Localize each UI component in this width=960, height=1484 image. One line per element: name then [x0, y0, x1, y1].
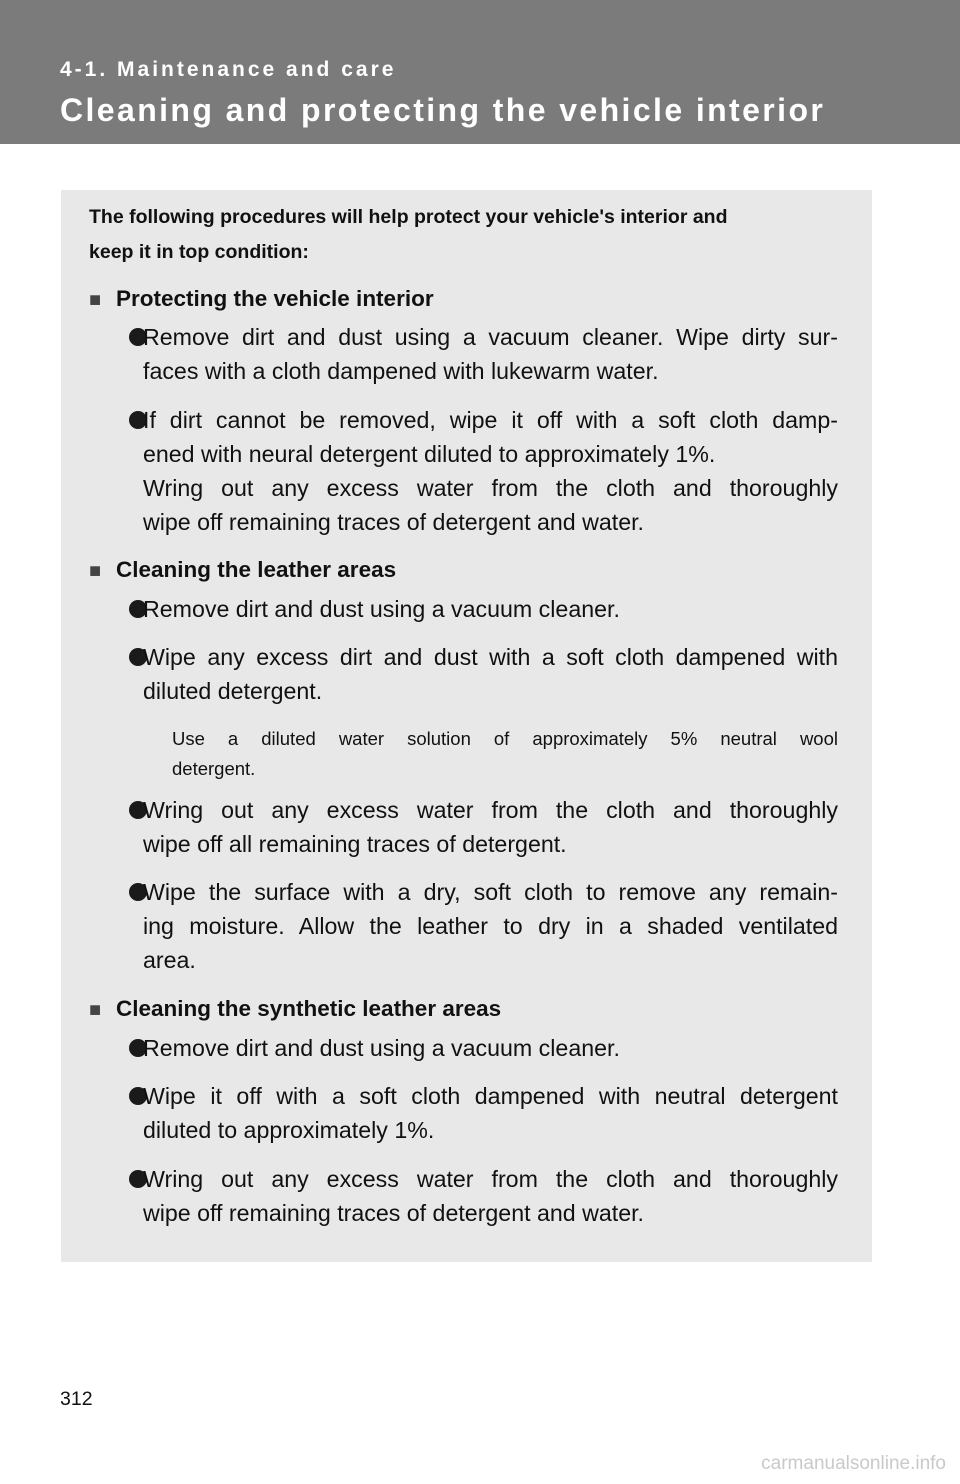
list-item: Wring out any excess water from the cloth and thoroughly wipe off all remaining traces of detergent.: [143, 797, 838, 857]
page-title: Cleaning and protecting the vehicle interior: [60, 92, 826, 128]
page-number: 312: [60, 1388, 93, 1410]
list-item: Wipe the surface with a dry, soft cloth to remove any remain- ing moisture. Allow the leather to dry in a shaded ventilated area.: [143, 879, 838, 973]
intro-paragraph: [89, 200, 839, 270]
square-bullet-icon: ■: [89, 560, 102, 582]
page-header: [0, 0, 960, 144]
square-bullet-icon: ■: [89, 999, 102, 1021]
list-item: Wring out any excess water from the cloth and thoroughly wipe off remaining traces of detergent and water.: [143, 1166, 838, 1226]
note-text: Use a diluted water solution of approximately 5% neutral wool detergent.: [172, 728, 838, 779]
section-label: 4-1. Maintenance and care: [60, 58, 397, 81]
section-heading-synthetic-leather: ■ Cleaning the synthetic leather areas: [89, 994, 501, 1025]
list-item: Wipe any excess dirt and dust with a soft cloth dampened with diluted detergent.: [143, 644, 838, 704]
intro-line: The following procedures will help protect your vehicle's interior and: [89, 206, 728, 228]
list-item: Wipe it off with a soft cloth dampened with neutral detergent diluted to approximately 1%.: [143, 1083, 838, 1143]
watermark: carmanualsonline.info: [761, 1453, 946, 1474]
list-item: If dirt cannot be removed, wipe it off with a soft cloth damp- ened with neural detergent diluted to approximately 1%. Wring out any excess water from the cloth and thoroughly wipe off remaining traces of detergent and water.: [143, 407, 838, 535]
list-item: Remove dirt and dust using a vacuum cleaner.: [143, 596, 620, 622]
intro-line: keep it in top condition:: [89, 241, 309, 263]
list-item: Remove dirt and dust using a vacuum cleaner.: [143, 1035, 620, 1061]
section-heading-leather: ■ Cleaning the leather areas: [89, 555, 396, 586]
section-heading-protecting: ■ Protecting the vehicle interior: [89, 284, 434, 315]
list-item: Remove dirt and dust using a vacuum cleaner. Wipe dirty sur- faces with a cloth dampened with lukewarm water.: [143, 324, 838, 384]
square-bullet-icon: ■: [89, 289, 102, 311]
